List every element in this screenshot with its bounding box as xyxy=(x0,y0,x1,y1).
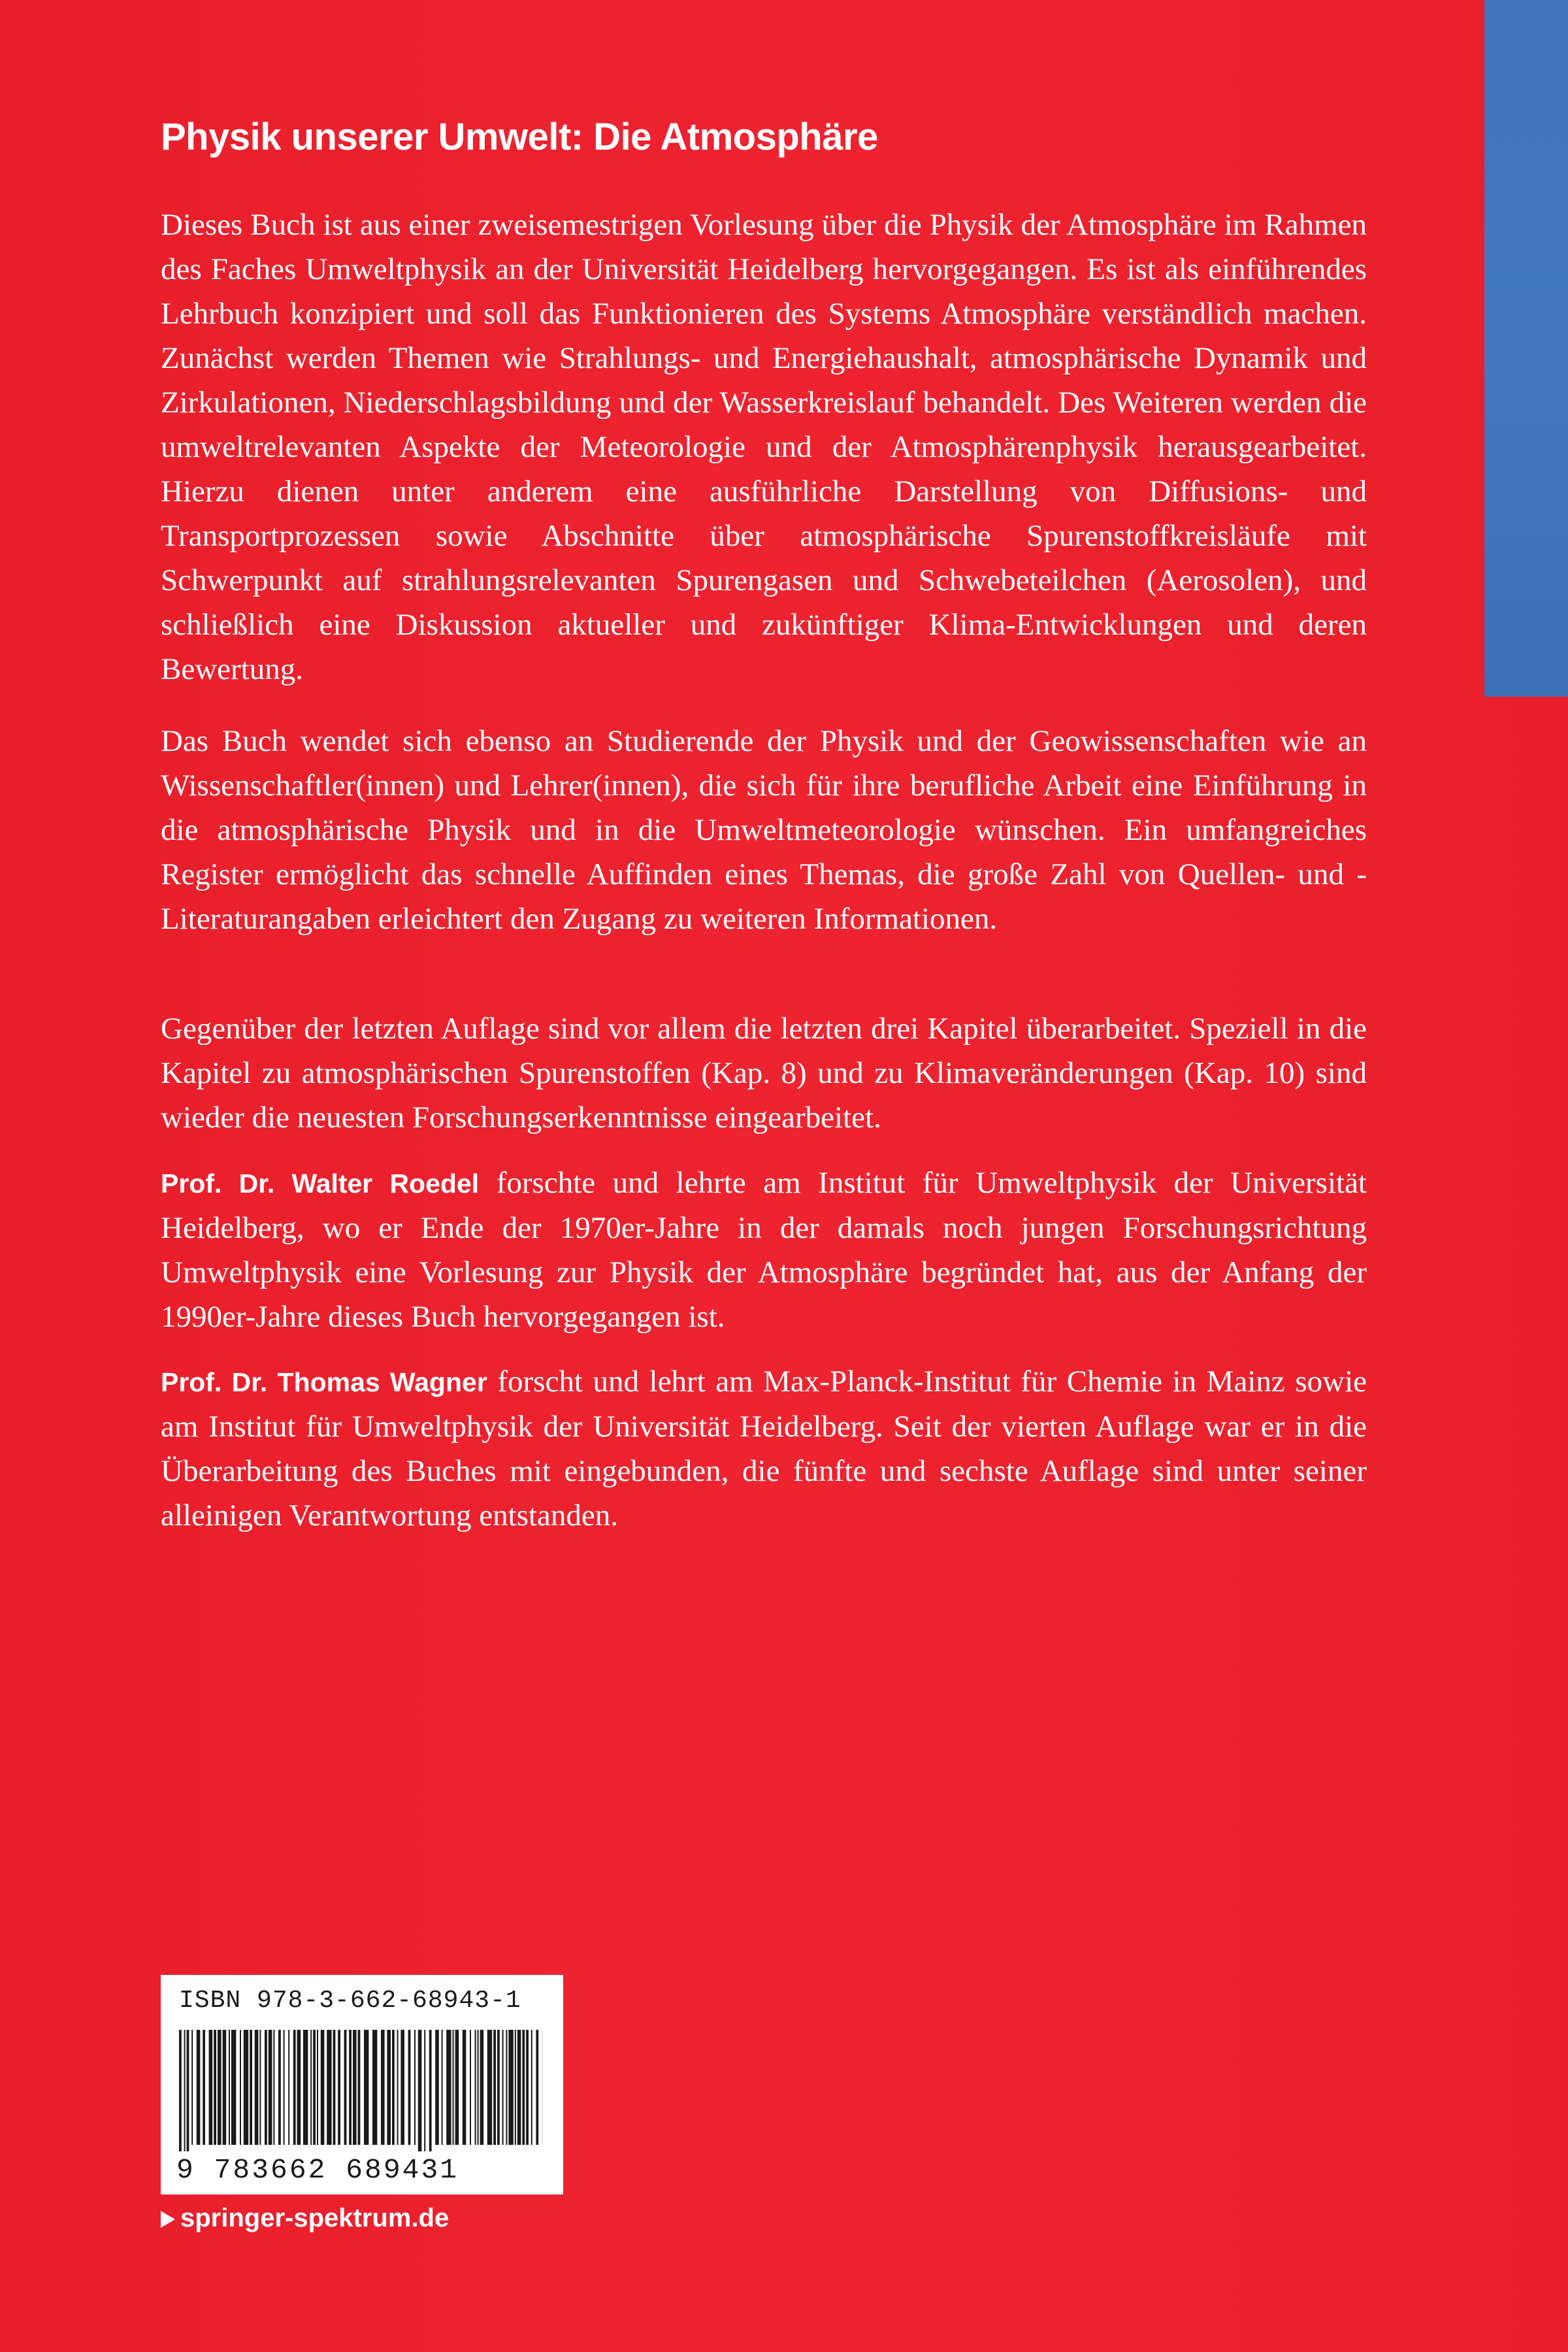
barcode-bar xyxy=(255,2030,259,2145)
barcode-bar xyxy=(344,2030,347,2145)
barcode-bar xyxy=(446,2030,451,2145)
barcode-bar xyxy=(218,2030,221,2145)
barcode-bar xyxy=(470,2030,471,2145)
barcode-bar xyxy=(358,2030,361,2145)
audience-paragraph: Das Buch wendet sich ebenso an Studierende der Physik und der Geowissenschaften wie an Wissenschaftler(innen) und Lehrer(innen), die sich für ihre berufliche Arbeit eine Einführung in die atmosphärische Physik und in die Umweltmeteorologie wünschen. Ein umfangreiches Register ermöglicht das schnelle Auffinden eines Themas, die große Zahl von Quellen- und -Literaturangaben erleichtert den Zugang zu weiteren Informationen. xyxy=(161,724,1367,936)
barcode-bar xyxy=(273,2030,274,2145)
barcode-bar xyxy=(191,2030,193,2145)
barcode-bar xyxy=(381,2030,385,2145)
barcode-bar xyxy=(522,2030,525,2145)
description-paragraph: Dieses Buch ist aus einer zweisemestrigen Vorlesung über die Physik der Atmosphäre im Rahmen des Faches Umweltphysik an der Universität Heidelberg hervorgegangen. Es ist als einführendes Lehrbuch konzipiert und soll das Funktionieren des Systems Atmosphäre verständlich machen. Zunächst werden Themen wie Strahlungs- und Energiehaushalt, atmosphärische Dynamik und Zirkulationen, Niederschlagsbildung und der Wasserkreislauf behandelt. Des Weiteren werden die umweltrelevanten Aspekte der Meteorologie und der Atmosphärenphysik herausgearbeitet. Hierzu dienen unter anderem eine ausführliche Darstellung von Diffusions- und Transportprozessen sowie Abschnitte über atmosphärische Spurenstoffkreisläufe mit Schwerpunkt auf strahlungsrelevanten Spurengasen und Schwebeteilchen (Aerosolen), und schließlich eine Diskussion aktueller und zukünftiger Klima-Entwicklungen und deren Bewertung. xyxy=(161,208,1367,686)
barcode-bar xyxy=(502,2030,504,2145)
barcode-bar xyxy=(209,2030,213,2145)
author-name: Prof. Dr. Thomas Wagner xyxy=(161,1367,487,1397)
barcode-bar xyxy=(231,2030,236,2145)
barcode-bar xyxy=(480,2030,484,2145)
barcode-bar xyxy=(179,2030,182,2151)
barcode-bar xyxy=(203,2030,205,2145)
barcode-bar xyxy=(429,2030,432,2151)
edition-paragraph: Gegenüber der letzten Auflage sind vor allem die letzten drei Kapitel überarbeitet. Speziell in die Kapitel zu atmosphärischen Spurenstoffen (Kap. 8) und zu Klimaveränderungen (Kap. 10) sind wieder die neuesten Forschungserkenntnisse eingearbeitet. xyxy=(161,1012,1367,1135)
barcode-bar xyxy=(184,2030,186,2151)
book-title: Physik unserer Umwelt: Die Atmosphäre xyxy=(161,116,878,158)
barcode-bar xyxy=(455,2030,459,2145)
author-name: Prof. Dr. Walter Roedel xyxy=(161,1168,480,1199)
triangle-right-icon xyxy=(161,2200,175,2239)
author-bio-roedel xyxy=(161,1161,1367,1339)
barcode-bar xyxy=(463,2030,466,2145)
isbn-label: ISBN 978-3-662-68943-1 xyxy=(179,1987,521,2015)
barcode-digits: 9 783662 689431 xyxy=(176,2154,459,2186)
barcode-bar xyxy=(317,2030,318,2145)
barcode-bar xyxy=(400,2030,404,2145)
barcode-bar xyxy=(214,2030,216,2145)
author-bio-wagner xyxy=(161,1359,1367,1538)
barcode-bar xyxy=(288,2030,289,2145)
barcode-bar xyxy=(372,2030,377,2145)
barcode-bar xyxy=(424,2030,425,2151)
barcode-bars xyxy=(179,2030,545,2151)
barcode-bar xyxy=(526,2030,529,2145)
author-bio-text: forscht und lehrt am Max-Planck-Institut für Chemie in Mainz sowie am Institut für Umweltphysik der Universität Heidelberg. Seit der vierten Auflage war er in die Überarbeitung des Buches mit eingebunden, die fünfte und sechste Auflage sind unter seiner alleinigen Verantwortung entstanden. xyxy=(161,1365,1367,1532)
barcode-bar xyxy=(278,2030,281,2145)
barcode-bar xyxy=(310,2030,312,2145)
barcode-bar xyxy=(414,2030,416,2145)
barcode-bar xyxy=(506,2030,507,2145)
barcode-bar xyxy=(297,2030,301,2145)
barcode-bar xyxy=(531,2030,532,2145)
barcode-bar xyxy=(442,2030,443,2145)
barcode-bar xyxy=(349,2030,351,2145)
barcode-bar xyxy=(364,2030,368,2145)
barcode-bar xyxy=(517,2030,521,2145)
barcode-bar xyxy=(197,2030,201,2145)
barcode-bar xyxy=(265,2030,267,2145)
barcode-bar xyxy=(536,2030,538,2145)
barcode-bar xyxy=(229,2030,230,2145)
barcode-bar xyxy=(269,2030,272,2145)
barcode-bar xyxy=(303,2030,308,2145)
website-label: springer-spektrum.de xyxy=(180,2204,449,2232)
barcode-bar xyxy=(244,2030,248,2145)
barcode-bar xyxy=(397,2030,399,2145)
barcode-bar xyxy=(187,2030,189,2151)
barcode-bar xyxy=(497,2030,500,2145)
barcode-bar xyxy=(293,2030,296,2145)
barcode-bar xyxy=(284,2030,285,2145)
barcode-bar xyxy=(313,2030,316,2145)
barcode-bar xyxy=(487,2030,492,2145)
barcode-bar xyxy=(508,2030,513,2145)
barcode-bar xyxy=(240,2030,241,2145)
barcode-bar xyxy=(338,2030,340,2145)
barcode-bar xyxy=(493,2030,496,2145)
barcode-bar xyxy=(392,2030,395,2145)
barcode-bar xyxy=(408,2030,411,2145)
author-bio-text: forschte und lehrte am Institut für Umweltphysik der Universität Heidelberg, wo er Ende der 1970er-Jahre in der damals noch jungen Forschungsrichtung Umweltphysik eine Vorlesung zur Physik der Atmosphäre begründet hat, aus der Anfang der 1990er-Jahre dieses Buch hervorgegangen ist. xyxy=(161,1166,1367,1334)
barcode-bar xyxy=(327,2030,331,2145)
barcode-bar xyxy=(418,2030,422,2151)
spine-accent-strip xyxy=(1484,0,1568,697)
barcode-bar xyxy=(321,2030,325,2145)
publisher-website[interactable] xyxy=(161,2198,449,2239)
barcode-bar xyxy=(259,2030,261,2145)
barcode-bar xyxy=(475,2030,476,2145)
barcode-bar xyxy=(333,2030,336,2145)
barcode-bar xyxy=(453,2030,454,2145)
barcode-bar xyxy=(435,2030,439,2145)
barcode-bar xyxy=(478,2030,479,2145)
barcode-bar xyxy=(353,2030,357,2145)
barcode-bar xyxy=(515,2030,516,2145)
isbn-barcode xyxy=(161,1975,563,2195)
barcode-bar xyxy=(250,2030,252,2145)
barcode-bar xyxy=(223,2030,227,2145)
barcode-bar xyxy=(387,2030,391,2145)
